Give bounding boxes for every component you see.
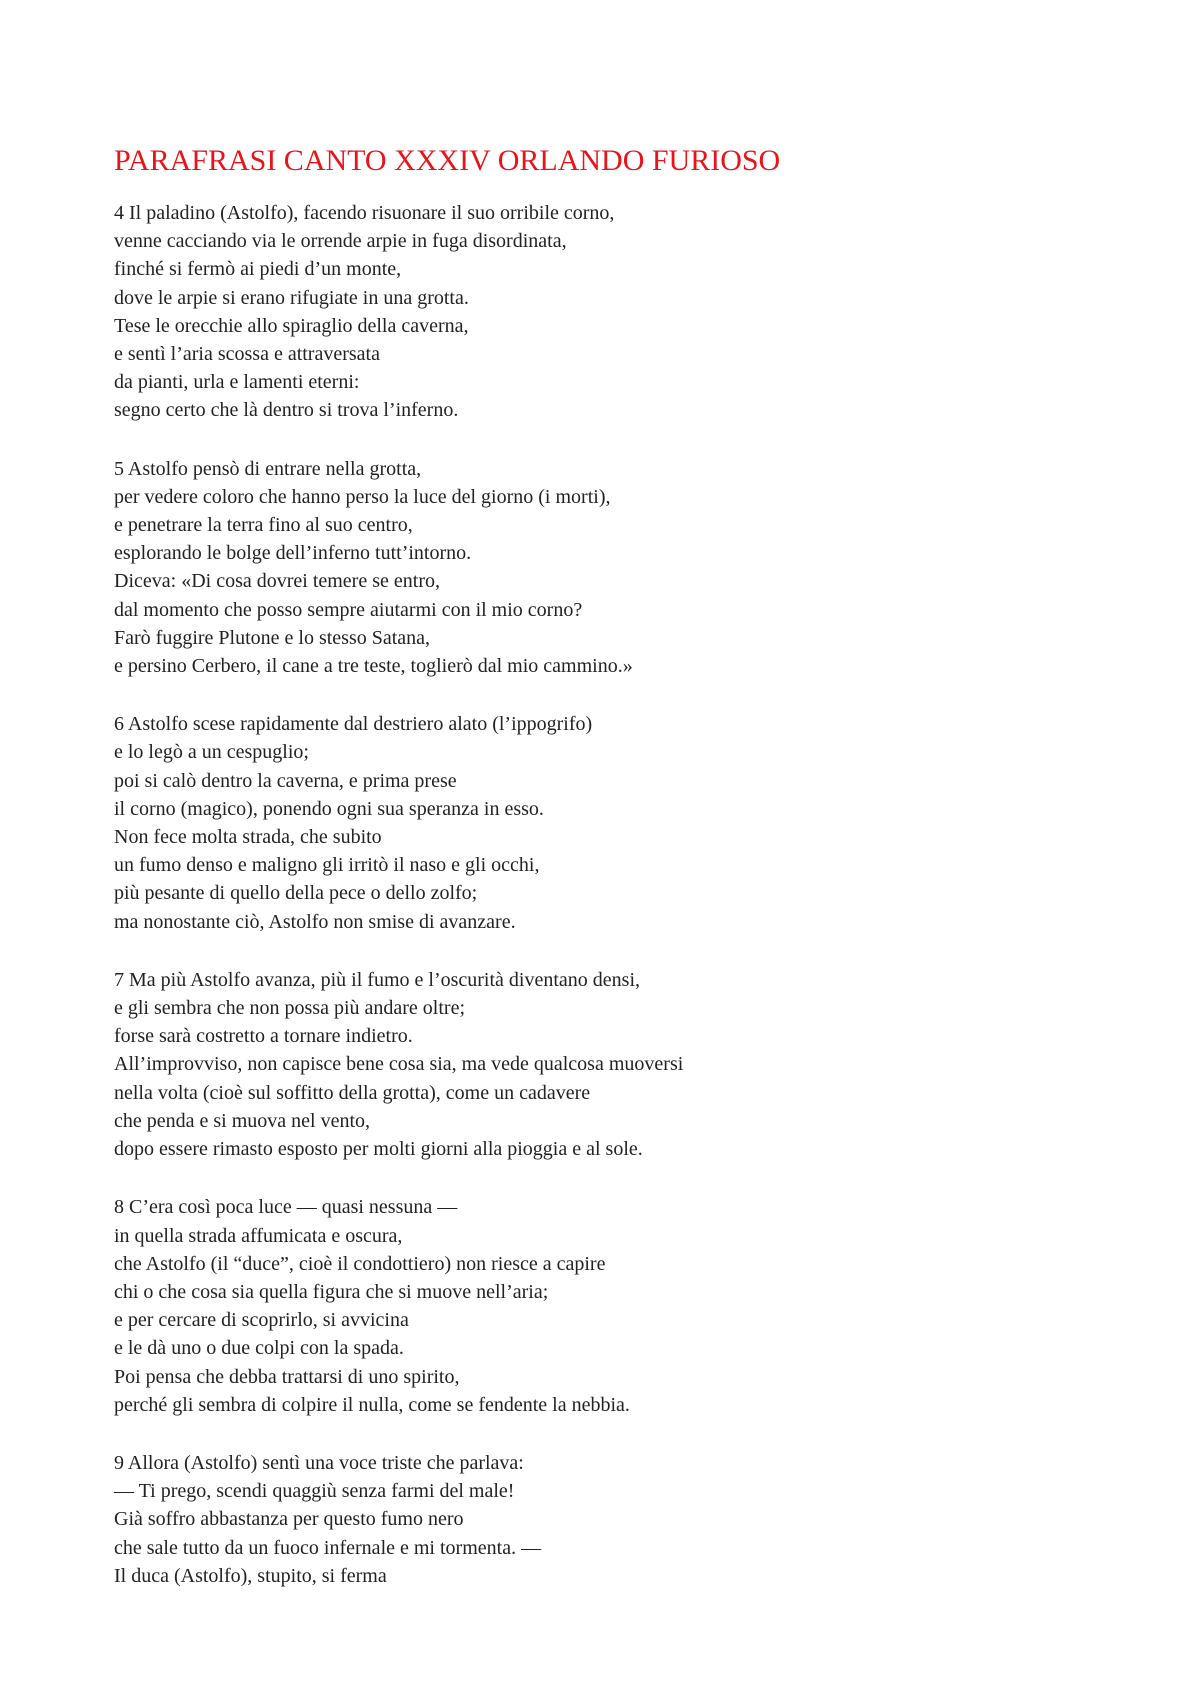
stanza-line: Il duca (Astolfo), stupito, si ferma [114,1564,387,1587]
stanza-line: e penetrare la terra fino al suo centro, [114,514,413,537]
stanza-line: Diceva: «Di cosa dovrei temere se entro, [114,570,440,593]
stanza [114,710,1114,936]
stanza-line: e le dà uno o due colpi con la spada. [114,1337,404,1360]
stanza-line: più pesante di quello della pece o dello zolfo; [114,882,478,905]
stanza [114,966,1114,1163]
stanza [114,1193,1114,1419]
stanza-line: chi o che cosa sia quella figura che si muove nell’aria; [114,1280,549,1303]
stanza-line: dove le arpie si erano rifugiate in una grotta. [114,286,469,309]
stanza-line: forse sarà costretto a tornare indietro. [114,1025,413,1048]
stanza [114,1449,1114,1590]
stanza-line: 6 Astolfo scese rapidamente dal destriero alato (l’ippogrifo) [114,713,593,736]
stanza-line: Non fece molta strada, che subito [114,826,382,849]
stanza-line: e per cercare di scoprirlo, si avvicina [114,1309,409,1332]
stanza-line: che Astolfo (il “duce”, cioè il condottiero) non riesce a capire [114,1252,606,1275]
stanza-line: da pianti, urla e lamenti eterni: [114,371,360,394]
stanza-line: 7 Ma più Astolfo avanza, più il fumo e l’oscurità diventano densi, [114,968,640,991]
stanza-line: venne cacciando via le orrende arpie in fuga disordinata, [114,230,567,253]
stanza-line: un fumo denso e maligno gli irritò il naso e gli occhi, [114,854,540,877]
stanza-line: Farò fuggire Plutone e lo stesso Satana, [114,626,431,649]
stanza-line: poi si calò dentro la caverna, e prima prese [114,769,457,792]
stanza-line: 5 Astolfo pensò di entrare nella grotta, [114,457,422,480]
stanza [114,455,1114,681]
stanza-line: che sale tutto da un fuoco infernale e mi tormenta. — [114,1536,542,1559]
stanza-line: All’improvviso, non capisce bene cosa sia, ma vede qualcosa muoversi [114,1053,684,1076]
stanza-line: 9 Allora (Astolfo) sentì una voce triste che parlava: [114,1451,524,1474]
stanza-line: per vedere coloro che hanno perso la luce del giorno (i morti), [114,485,611,508]
stanza-line: dopo essere rimasto esposto per molti giorni alla pioggia e al sole. [114,1138,643,1161]
stanza-line: Già soffro abbastanza per questo fumo nero [114,1508,464,1531]
stanza-line: che penda e si muova nel vento, [114,1109,371,1132]
stanza-line: Tese le orecchie allo spiraglio della caverna, [114,314,469,337]
stanza-line: in quella strada affumicata e oscura, [114,1224,403,1247]
document-content [114,143,1114,1620]
stanza-line: finché si fermò ai piedi d’un monte, [114,258,402,281]
stanza-line: e sentì l’aria scossa e attraversata [114,343,380,366]
stanza-line: e gli sembra che non possa più andare oltre; [114,997,465,1020]
stanza-line: dal momento che posso sempre aiutarmi con il mio corno? [114,598,583,621]
stanza [114,199,1114,425]
stanza-line: perché gli sembra di colpire il nulla, come se fendente la nebbia. [114,1393,630,1416]
document-title: PARAFRASI CANTO XXXIV ORLANDO FURIOSO [114,144,781,177]
stanza-line: il corno (magico), ponendo ogni sua speranza in esso. [114,797,544,820]
stanza-list [114,199,1114,1590]
stanza-line: — Ti prego, scendi quaggiù senza farmi del male! [114,1480,515,1503]
stanza-line: ma nonostante ciò, Astolfo non smise di avanzare. [114,910,516,933]
stanza-line: segno certo che là dentro si trova l’inferno. [114,399,459,422]
stanza-line: 8 C’era così poca luce — quasi nessuna — [114,1196,458,1219]
stanza-line: Poi pensa che debba trattarsi di uno spirito, [114,1365,460,1388]
stanza-line: 4 Il paladino (Astolfo), facendo risuonare il suo orribile corno, [114,202,615,224]
stanza-line: e persino Cerbero, il cane a tre teste, toglierò dal mio cammino.» [114,655,633,678]
stanza-line: nella volta (cioè sul soffitto della grotta), come un cadavere [114,1081,591,1104]
stanza-line: e lo legò a un cespuglio; [114,741,309,764]
stanza-line: esplorando le bolge dell’inferno tutt’intorno. [114,542,472,565]
